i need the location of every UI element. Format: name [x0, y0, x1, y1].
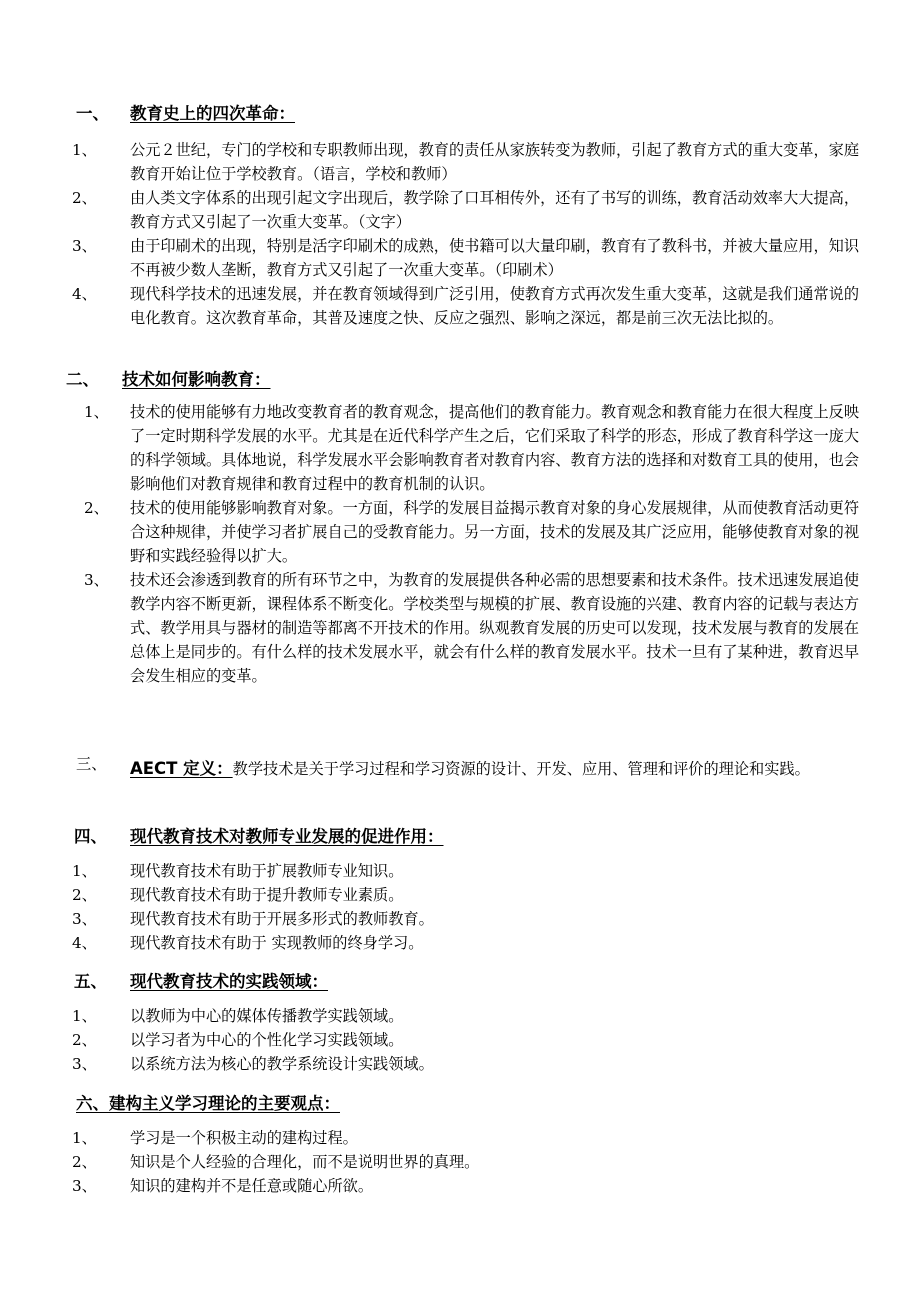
- item-text: 以教师为中心的媒体传播教学实践领域。: [130, 1007, 404, 1025]
- section-number: 五、: [74, 972, 107, 991]
- item-text: 现代科学技术的迅速发展，并在教育领域得到广泛引用，使教育方式再次发生重大变革，这就是我们通常说的电化教育。这次教育革命，其普及速度之快、反应之强烈、影响之深远，都是前三次无法比拟的。: [130, 285, 859, 327]
- item-number: 3、: [72, 1055, 97, 1073]
- list-item: [72, 186, 872, 234]
- section-title: 现代教育技术对教师专业发展的促进作用：: [130, 827, 444, 846]
- section-4: [72, 825, 872, 955]
- list-item: [72, 234, 872, 282]
- item-text: 现代教育技术有助于扩展教师专业知识。: [130, 862, 404, 880]
- item-text: 由人类文字体系的出现引起文字出现后，教学除了口耳相传外，还有了书写的训练，教育活动效率大大提高，教育方式又引起了一次重大变革。（文字）: [130, 189, 859, 231]
- section-heading: [72, 970, 872, 994]
- list-item: [72, 282, 872, 330]
- item-number: 3、: [72, 1177, 97, 1195]
- list-item: [72, 1028, 872, 1052]
- item-text: 现代教育技术有助于 实现教师的终身学习。: [130, 934, 424, 952]
- item-text: 学习是一个积极主动的建构过程。: [130, 1129, 358, 1147]
- list-item: [72, 883, 872, 907]
- item-text: 技术的使用能够影响教育对象。一方面，科学的发展目益揭示教育对象的身心发展规律，从而使教育活动更符合这种规律，并使学习者扩展自己的受教育能力。另一方面，技术的发展及其广泛应用，能够使教育对象的视野和实践经验得以扩大。: [130, 499, 859, 565]
- item-number: 3、: [72, 910, 97, 928]
- list-item: [72, 931, 872, 955]
- item-text: 公元２世纪，专门的学校和专职教师出现，教育的责任从家族转变为教师，引起了教育方式的重大变革，家庭教育开始让位于学校教育。（语言，学校和教师）: [130, 141, 859, 183]
- list-item: [72, 1126, 872, 1150]
- section-heading: [66, 368, 872, 392]
- section-title: 技术如何影响教育：: [122, 370, 271, 389]
- list-item: [72, 138, 872, 186]
- item-text: 知识的建构并不是任意或随心所欲。: [130, 1177, 373, 1195]
- list-item: [72, 859, 872, 883]
- list-item: [72, 1174, 872, 1198]
- item-number: 2、: [72, 886, 97, 904]
- item-text: 现代教育技术有助于开展多形式的教师教育。: [130, 910, 434, 928]
- item-text: 以系统方法为核心的教学系统设计实践领域。: [130, 1055, 434, 1073]
- item-text: 知识是个人经验的合理化，而不是说明世界的真理。: [130, 1153, 480, 1171]
- list-item: [72, 496, 872, 568]
- list-item: [72, 400, 872, 496]
- list-item: [72, 568, 872, 688]
- item-number: 2、: [72, 1031, 97, 1049]
- section-title: 现代教育技术的实践领域：: [130, 972, 328, 991]
- item-number: 3、: [72, 237, 97, 255]
- list-item: [72, 1052, 872, 1076]
- item-number: 4、: [72, 934, 97, 952]
- item-text: 技术还会渗透到教育的所有环节之中，为教育的发展提供各种必需的思想要素和技术条件。技术迅速发展追使教学内容不断更新，课程体系不断变化。学校类型与规模的扩展、教育设施的兴建、教育内容的记载与表达方式、教学用具与器材的制造等都离不开技术的作用。纵观教育发展的历史可以发现，技术发展与教育的发展在总体上是同步的。有什么样的技术发展水平，就会有什么样的教育发展水平。技术一旦有了某种进，教育迟早会发生相应的变革。: [130, 571, 859, 685]
- section-3: [72, 752, 872, 786]
- item-text: 技术的使用能够有力地改变教育者的教育观念，提高他们的教育能力。教育观念和教育能力在很大程度上反映了一定时期科学发展的水平。尤其是在近代科学产生之后，它们采取了科学的形态，形成了教育科学这一庞大的科学领域。具体地说，科学发展水平会影响教育者对教育内容、教育方法的选择和对数育工具的使用，也会影响他们对教育规律和教育过程中的教育机制的认识。: [130, 403, 859, 493]
- item-text: 以学习者为中心的个性化学习实践领域。: [130, 1031, 404, 1049]
- section-number: 二、: [66, 370, 99, 389]
- item-text: 由于印刷术的出现，特别是活字印刷术的成熟，使书籍可以大量印刷，教育有了教科书，并被大量应用，知识不再被少数人垄断，教育方式又引起了一次重大变革。（印刷术）: [130, 237, 859, 279]
- item-number: 2、: [72, 189, 97, 207]
- section-heading: [72, 102, 872, 126]
- item-number: 2、: [84, 499, 109, 517]
- item-number: 3、: [84, 571, 109, 589]
- section-title: AECT 定义：: [130, 759, 233, 778]
- section-number: 三、: [76, 755, 107, 773]
- section-5: [72, 970, 872, 1076]
- section-number: 四、: [74, 827, 107, 846]
- item-number: 4、: [72, 285, 97, 303]
- section-title: 教育史上的四次革命：: [130, 104, 295, 123]
- section-1: [72, 102, 872, 330]
- item-number: 1、: [72, 141, 97, 159]
- list-item: [72, 907, 872, 931]
- definition-text: 教学技术是关于学习过程和学习资源的设计、开发、应用、管理和评价的理论和实践。: [232, 760, 810, 778]
- item-number: 1、: [72, 1007, 97, 1025]
- item-number: 1、: [84, 403, 109, 421]
- item-number: 1、: [72, 862, 97, 880]
- section-heading: [72, 1092, 872, 1116]
- section-title: 六、建构主义学习理论的主要观点：: [76, 1094, 340, 1113]
- section-2: [66, 368, 872, 688]
- item-number: 2、: [72, 1153, 97, 1171]
- list-item: [72, 1004, 872, 1028]
- item-text: 现代教育技术有助于提升教师专业素质。: [130, 886, 404, 904]
- list-item: [72, 1150, 872, 1174]
- section-heading: [72, 825, 872, 849]
- item-number: 1、: [72, 1129, 97, 1147]
- section-6: [72, 1092, 872, 1198]
- section-number: 一、: [76, 104, 109, 123]
